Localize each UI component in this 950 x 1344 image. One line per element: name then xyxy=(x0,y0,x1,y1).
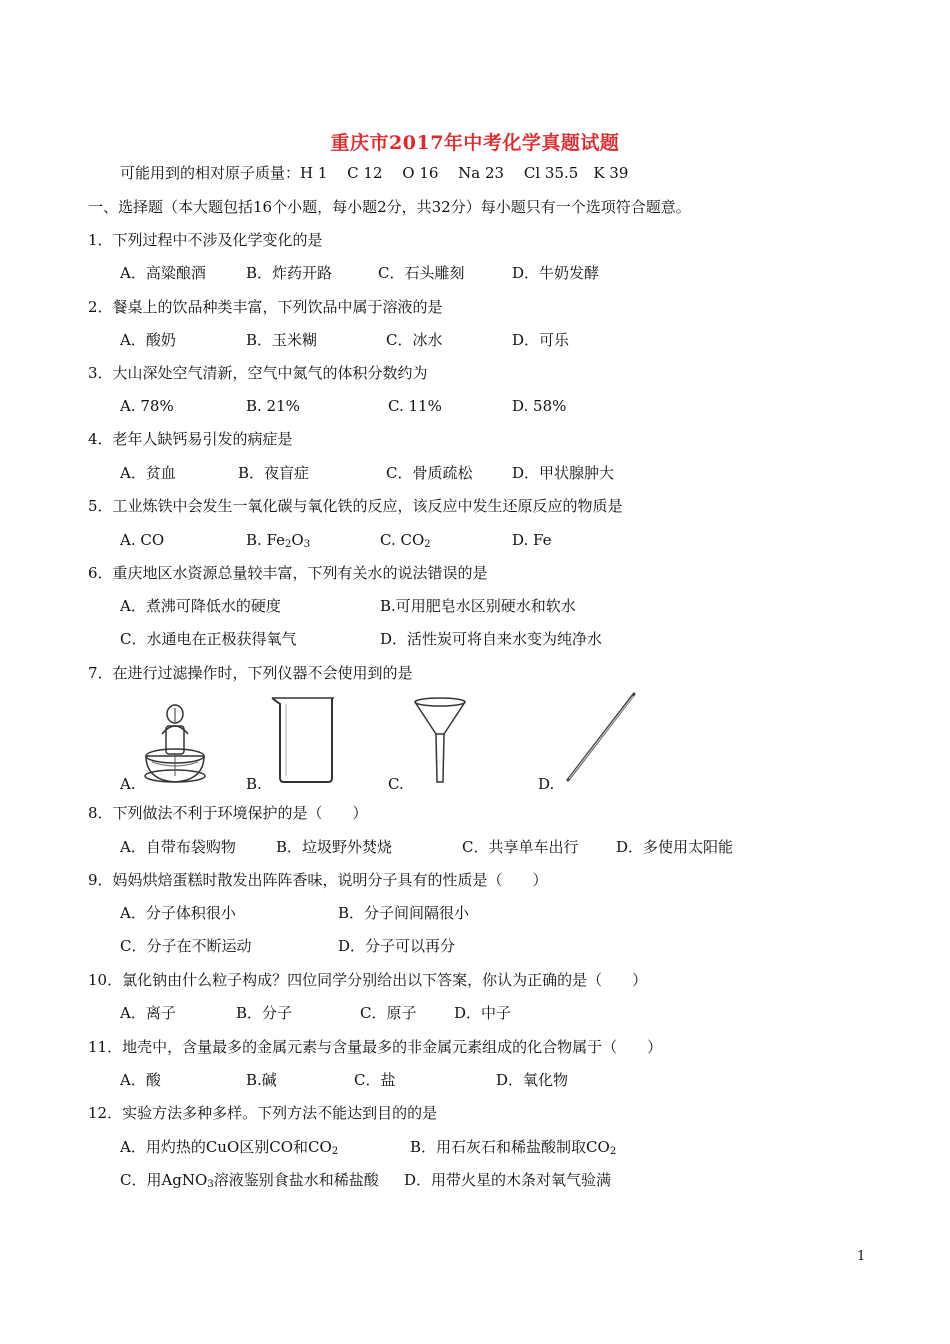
option-c: C．冰水 xyxy=(386,331,443,349)
option-c: C．分子在不断运动 xyxy=(120,937,252,955)
option-a: A．酸奶 xyxy=(120,331,176,349)
option-c: C．共享单车出行 xyxy=(462,838,579,856)
option-d: D．甲状腺肿大 xyxy=(512,464,615,482)
option-c: C．骨质疏松 xyxy=(386,464,473,482)
option-b: B．分子 xyxy=(236,1004,293,1022)
option-d: D. Fe xyxy=(512,531,552,549)
question-10-options xyxy=(120,1003,880,1023)
option-d: D. 58% xyxy=(512,397,567,415)
option-b: B．分子间间隔很小 xyxy=(338,904,470,922)
option-b: B. $Fe_2O_3$ xyxy=(246,531,311,550)
question-4-stem: 4．老年人缺钙易引发的病症是 xyxy=(88,430,293,448)
option-b: B. 21% xyxy=(246,397,300,415)
option-d: D．分子可以再分 xyxy=(338,937,456,955)
question-4-options xyxy=(120,463,880,483)
question-10-stem: 10．氯化钠由什么粒子构成？四位同学分别给出以下答案，你认为正确的是（ ） xyxy=(88,971,648,989)
question-12-options-row2 xyxy=(120,1170,880,1190)
option-a: A．分子体积很小 xyxy=(120,904,236,922)
question-1-stem: 1．下列过程中不涉及化学变化的是 xyxy=(88,231,323,249)
option-d: D．牛奶发酵 xyxy=(512,264,600,282)
funnel-image xyxy=(410,694,470,786)
option-a: A．酸 xyxy=(120,1071,161,1089)
option-d: D．可乐 xyxy=(512,331,570,349)
question-8-stem: 8．下列做法不利于环境保护的是（ ） xyxy=(88,804,368,822)
question-5-options xyxy=(120,530,880,550)
question-5-stem: 5．工业炼铁中会发生一氧化碳与氧化铁的反应，该反应中发生还原反应的物质是 xyxy=(88,497,623,515)
option-c: C．原子 xyxy=(360,1004,417,1022)
question-6-stem: 6．重庆地区水资源总量较丰富，下列有关水的说法错误的是 xyxy=(88,564,488,582)
question-1-options xyxy=(120,263,880,283)
question-6-options-row2 xyxy=(120,629,880,649)
option-d: D．中子 xyxy=(454,1004,512,1022)
option-a: A. 78% xyxy=(120,397,174,415)
option-c: C．石头雕刻 xyxy=(378,264,465,282)
question-9-options-row1 xyxy=(120,903,880,923)
option-b: B．夜盲症 xyxy=(238,464,310,482)
question-9-stem: 9．妈妈烘焙蛋糕时散发出阵阵香味，说明分子具有的性质是（ ） xyxy=(88,871,548,889)
option-d: D．多使用太阳能 xyxy=(616,838,734,856)
page-title: 重庆市2017年中考化学真题试题 xyxy=(330,132,620,154)
question-12-options-row1 xyxy=(120,1137,880,1157)
option-a: A．高粱酿酒 xyxy=(120,264,206,282)
question-3-options xyxy=(120,396,880,416)
figure-label-a: A. xyxy=(120,775,136,793)
option-c: C. 11% xyxy=(388,397,442,415)
option-a: A. CO xyxy=(120,531,165,549)
option-a: A．用灼热的CuO区别CO和$CO_2$ xyxy=(120,1138,339,1157)
question-2-options xyxy=(120,330,880,350)
question-7-stem: 7．在进行过滤操作时，下列仪器不会使用到的是 xyxy=(88,664,413,682)
question-2-stem: 2．餐桌上的饮品种类丰富，下列饮品中属于溶液的是 xyxy=(88,298,443,316)
option-a: A．贫血 xyxy=(120,464,176,482)
page-number: 1 xyxy=(857,1249,866,1264)
section-heading: 一、选择题（本大题包括16个小题，每小题2分，共32分）每小题只有一个选项符合题意。 xyxy=(88,198,691,216)
question-11-options xyxy=(120,1070,880,1090)
beaker-image xyxy=(268,694,340,786)
option-b: B．炸药开路 xyxy=(246,264,333,282)
option-c: C．水通电在正极获得氧气 xyxy=(120,630,297,648)
option-c: C. $CO_2$ xyxy=(380,531,431,550)
question-3-stem: 3．大山深处空气清新，空气中氮气的体积分数约为 xyxy=(88,364,428,382)
option-b: B.可用肥皂水区别硬水和软水 xyxy=(380,597,576,615)
option-d: D．活性炭可将自来水变为纯净水 xyxy=(380,630,603,648)
option-c: C．盐 xyxy=(354,1071,396,1089)
figure-label-d: D. xyxy=(538,775,555,793)
option-b: B．用石灰石和稀盐酸制取$CO_2$ xyxy=(410,1138,617,1157)
option-d: D．用带火星的木条对氧气验满 xyxy=(404,1171,612,1189)
atomic-masses: 可能用到的相对原子质量：H 1 C 12 O 16 Na 23 Cl 35.5 K 39 xyxy=(120,164,629,182)
glass-rod-image xyxy=(560,690,640,786)
figure-label-c: C. xyxy=(388,775,404,793)
option-b: B．垃圾野外焚烧 xyxy=(276,838,393,856)
question-9-options-row2 xyxy=(120,936,880,956)
option-b: B.碱 xyxy=(246,1071,277,1089)
option-a: A．离子 xyxy=(120,1004,176,1022)
question-11-stem: 11．地壳中，含量最多的金属元素与含量最多的非金属元素组成的化合物属于（ ） xyxy=(88,1038,663,1056)
question-6-options-row1 xyxy=(120,596,880,616)
question-8-options xyxy=(120,837,880,857)
question-12-stem: 12．实验方法多种多样。下列方法不能达到目的的是 xyxy=(88,1104,438,1122)
option-a: A．自带布袋购物 xyxy=(120,838,236,856)
figure-label-b: B. xyxy=(246,775,262,793)
option-c: C．用AgNO$_3$溶液鉴别食盐水和稀盐酸 xyxy=(120,1171,379,1190)
option-a: A．煮沸可降低水的硬度 xyxy=(120,597,281,615)
option-d: D．氧化物 xyxy=(496,1071,569,1089)
alcohol-lamp-image xyxy=(138,700,212,786)
option-b: B．玉米糊 xyxy=(246,331,318,349)
